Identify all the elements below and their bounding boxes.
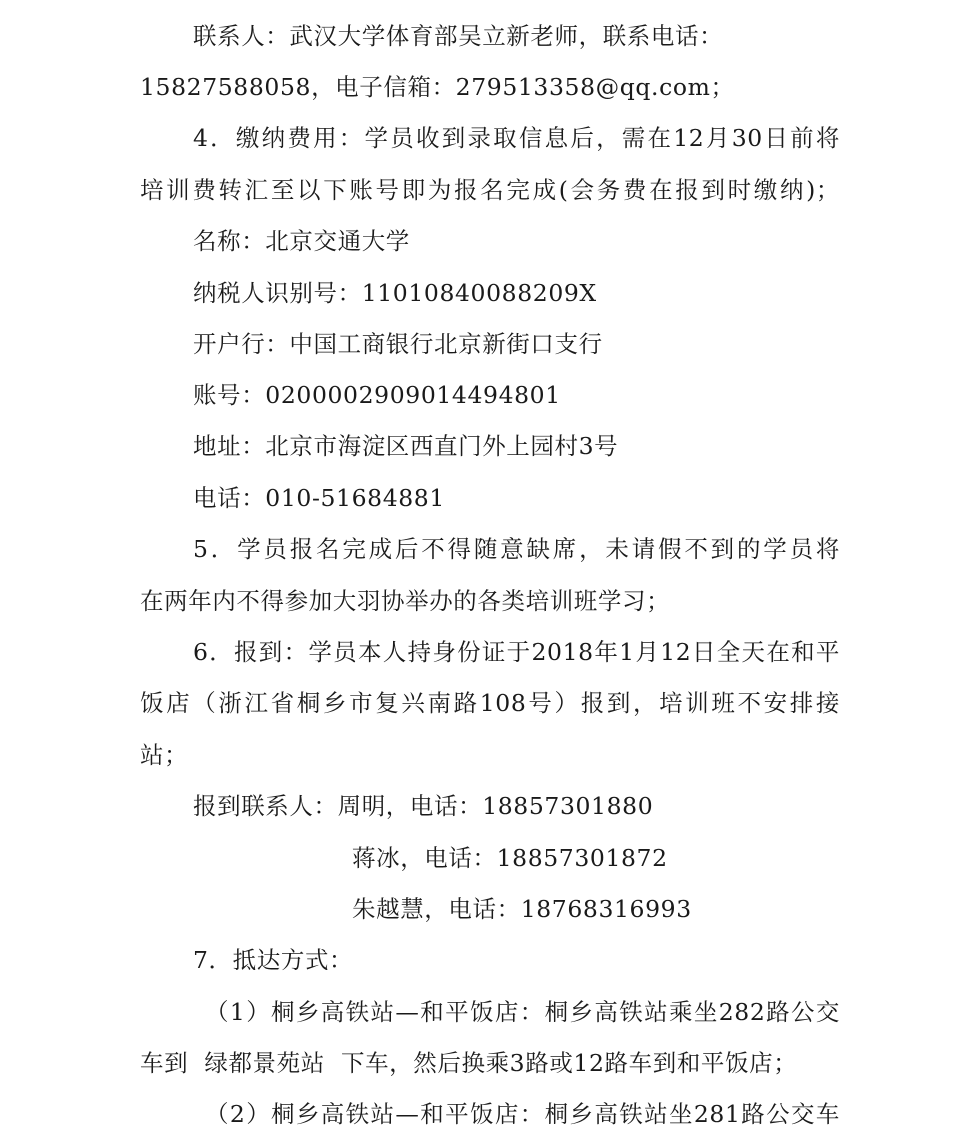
account-name-line: 名称：北京交通大学	[193, 227, 410, 255]
item-6-continued-line-2: 站；	[140, 741, 189, 769]
item-4-fee-continued-line: 培训费转汇至以下账号即为报名完成(会务费在报到时缴纳)；	[140, 176, 840, 204]
taxpayer-id-line: 纳税人识别号：11010840088209X	[193, 279, 597, 307]
checkin-contact-line-2: 蒋冰，电话：18857301872	[352, 844, 668, 872]
contact-phone-email-line: 15827588058，电子信箱：279513358@qq.com；	[140, 73, 735, 101]
route-2-line: （2）桐乡高铁站—和平饭店：桐乡高铁站坐281路公交车	[205, 1100, 840, 1128]
item-6-line: 6．报到：学员本人持身份证于2018年1月12日全天在和平	[193, 638, 840, 666]
item-4-fee-line: 4．缴纳费用：学员收到录取信息后，需在12月30日前将	[193, 124, 840, 152]
checkin-contact-line-3: 朱越慧，电话：18768316993	[352, 895, 692, 923]
item-7-heading: 7．抵达方式：	[193, 946, 354, 974]
address-line: 地址：北京市海淀区西直门外上园村3号	[193, 432, 619, 460]
account-number-line: 账号：0200002909014494801	[193, 381, 561, 409]
route-1-continued-line: 车到 绿都景苑站 下车，然后换乘3路或12路车到和平饭店；	[140, 1049, 798, 1077]
phone-line: 电话：010-51684881	[193, 484, 445, 512]
item-5-line: 5．学员报名完成后不得随意缺席，未请假不到的学员将	[193, 535, 840, 563]
item-6-continued-line: 饭店（浙江省桐乡市复兴南路108号）报到，培训班不安排接	[140, 689, 840, 717]
route-1-line: （1）桐乡高铁站—和平饭店：桐乡高铁站乘坐282路公交	[205, 998, 840, 1026]
contact-line: 联系人：武汉大学体育部吴立新老师，联系电话：	[193, 22, 724, 50]
checkin-contact-line: 报到联系人：周明，电话：18857301880	[193, 792, 654, 820]
item-5-continued-line: 在两年内不得参加大羽协举办的各类培训班学习；	[140, 587, 671, 615]
bank-line: 开户行：中国工商银行北京新街口支行	[193, 330, 603, 358]
